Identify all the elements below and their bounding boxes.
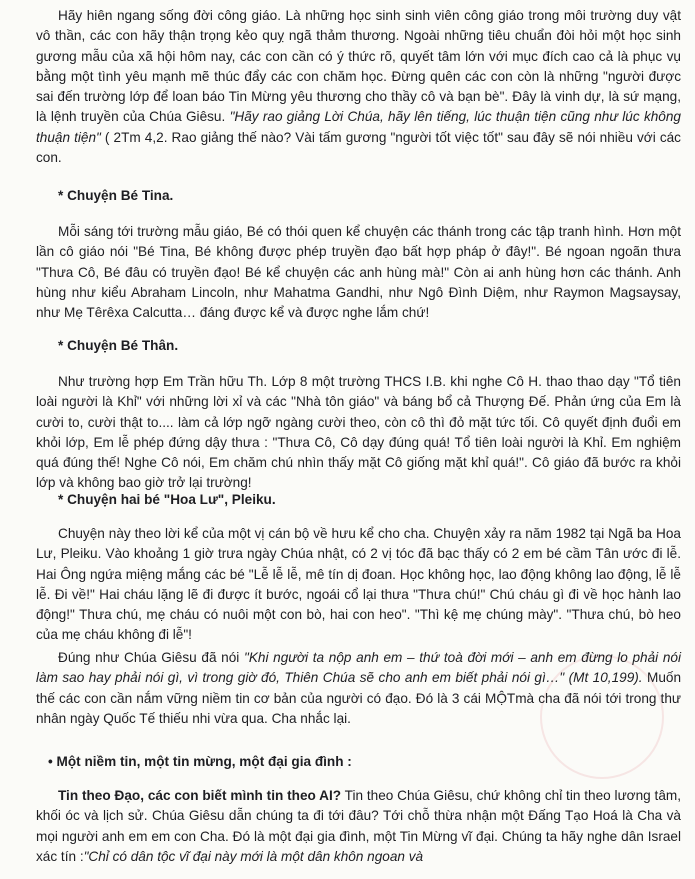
tin-theo-dao-lead: Tin theo Đạo, các con biết mình tin theo AI? [58,788,342,803]
paragraph-be-than: Như trường hợp Em Trần hữu Th. Lớp 8 một trường THCS I.B. khi nghe Cô H. thao thao dạy "Tổ tiên loài người là Khỉ" với những lời xỉ và các "Nhà tôn giáo" và báng bổ cả Thượng Đế. Phản ứng của Em là cười to, cười thật to.... làm cả lớp ngỡ ngàng cười theo, còn cô thì đỏ mặt tức tối. Cô quyết định đuổi em khỏi lớp, Em lễ phép đứng dậy thưa : "Thưa Cô, Cô dạy đúng quá! Tổ tiên loài người là Khỉ. Em nghiệm quá đúng thế! Nghe Cô nói, Em chăm chú nhìn thấy mặt Cô giống mặt khỉ quá!". Cô giáo đã bước ra khỏi lớp và không bao giờ trở lại trường! [36,374,681,491]
intro-paragraph [36,6,681,168]
intro-text: Hãy hiên ngang sống đời công giáo. Là những học sinh sinh viên công giáo trong môi trường duy vật vô thần, các con hãy thận trọng kẻo quỵ ngã thảm thương. Ngoài những tiêu chuẩn đòi hỏi một học sinh gương mẫu của xã hội hôm nay, các con cần có ý thức rõ, quyết tâm lớn với mục đích cao cả là phục vụ bằng một tình yêu mạnh mẽ thúc đẩy các con chăm học. Đừng quên các con còn là những "người được sai đến trường lớp để loan báo Tin Mừng yêu thương cho thầy cô và bạn bè". Đây là vinh dự, là sứ mạng, là lệnh truyền của Chúa Giêsu. [36,8,681,125]
israel-quote: "Chỉ có dân tộc vĩ đại này mới là một dân khôn ngoan và [83,848,424,864]
jesus-text-end: Muốn thế các con cần nắm vững niềm tin cơ bản của người có đạo. Đó là 3 cái MỘTmà cha đã nói tới trong thư nhân ngày Quốc Tế thiếu nhi vừa qua. Cha nhắc lại. [36,670,682,726]
tin-theo-dao-text: Tin theo Chúa Giêsu, chứ không chỉ tin theo lương tâm, khối óc và lịch sử. Chúa Giêsu dẫn chúng ta đi tới đâu? Tới chỗ thừa nhận một Đấng Tạo Hoá là Cha và mọi người anh em em con Cha. Đó là một đại gia đình, một Tin Mừng vĩ đại. Chúng ta hãy nghe dân Israel xác tín : [36,788,681,864]
paragraph-be-tina: Mỗi sáng tới trường mẫu giáo, Bé có thói quen kể chuyện các thánh trong các tập tranh hình. Hơn một lần cô giáo nói "Bé Tina, Bé không được phép truyền đạo bất hợp pháp ở đây!". Bé ngoan ngoãn thưa "Thưa Cô, Bé đâu có truyền đạo! Bé kể chuyện các anh hùng mà!" Còn ai anh hùng hơn các thánh. Anh hùng như kiểu Abraham Lincoln, như Mahatma Gandhi, như Ngô Đình Diệm, như Raymon Magsaysay, như Mẹ Têrêxa Calcutta… đáng được kể và được nghe lắm chứ! [36,224,681,321]
paragraph-tin-theo-dao [36,786,681,867]
jesus-text: Đúng như Chúa Giêsu đã nói [58,650,244,665]
heading-be-than: * Chuyện Bé Thân. [58,338,179,353]
intro-quote: "Hãy rao giảng Lời Chúa, hãy lên tiếng, lúc thuận tiện cũng như lúc không thuận tiện" [36,109,681,145]
paragraph-hoa-lu: Chuyện này theo lời kể của một vị cán bộ về hưu kể cho cha. Chuyện xảy ra năm 1982 tại Ngã ba Hoa Lư, Pleiku. Vào khoảng 1 giờ trưa ngày Chúa nhật, có 2 vị tóc đã bạc thấy có 2 em bé cầm Tân ước đi lễ. Hai Ông ngứa miệng mắng các bé "Lễ lễ lễ, mê tín dị đoan. Học không học, lao động không lao động, lễ lễ lễ. Đi về!" Hai cháu lặng lẽ đi được ít bước, ngoái cổ lại thưa "Thưa chú!" Chú cháu gì đi về học hành lao động!" Thưa chú, mẹ cháu có nuôi một con bò, hai con heo". "Thì kệ mẹ chúng mày". "Thưa chú, bò heo của mẹ cháu không đi lễ"! [36,526,681,643]
paragraph-jesus-quote [36,648,681,729]
heading-hoa-lu: * Chuyện hai bé "Hoa Lư", Pleiku. [58,492,276,507]
jesus-quote: "Khi người ta nộp anh em – thứ toà đời mới – anh em đừng lo phải nói làm sao hay phải nói gì, vì trong giờ đó, Thiên Chúa sẽ cho anh em biết phải nói gì…" (Mt 10,199). [36,650,681,686]
heading-be-tina: * Chuyện Bé Tina. [58,188,174,203]
intro-text-end: ( 2Tm 4,2. Rao giảng thế nào? Vài tấm gương "người tốt việc tốt" sau đây sẽ nói nhiều với các con. [36,129,681,166]
heading-mot-niem-tin: • Một niềm tin, một tin mừng, một đại gia đình : [48,754,352,769]
